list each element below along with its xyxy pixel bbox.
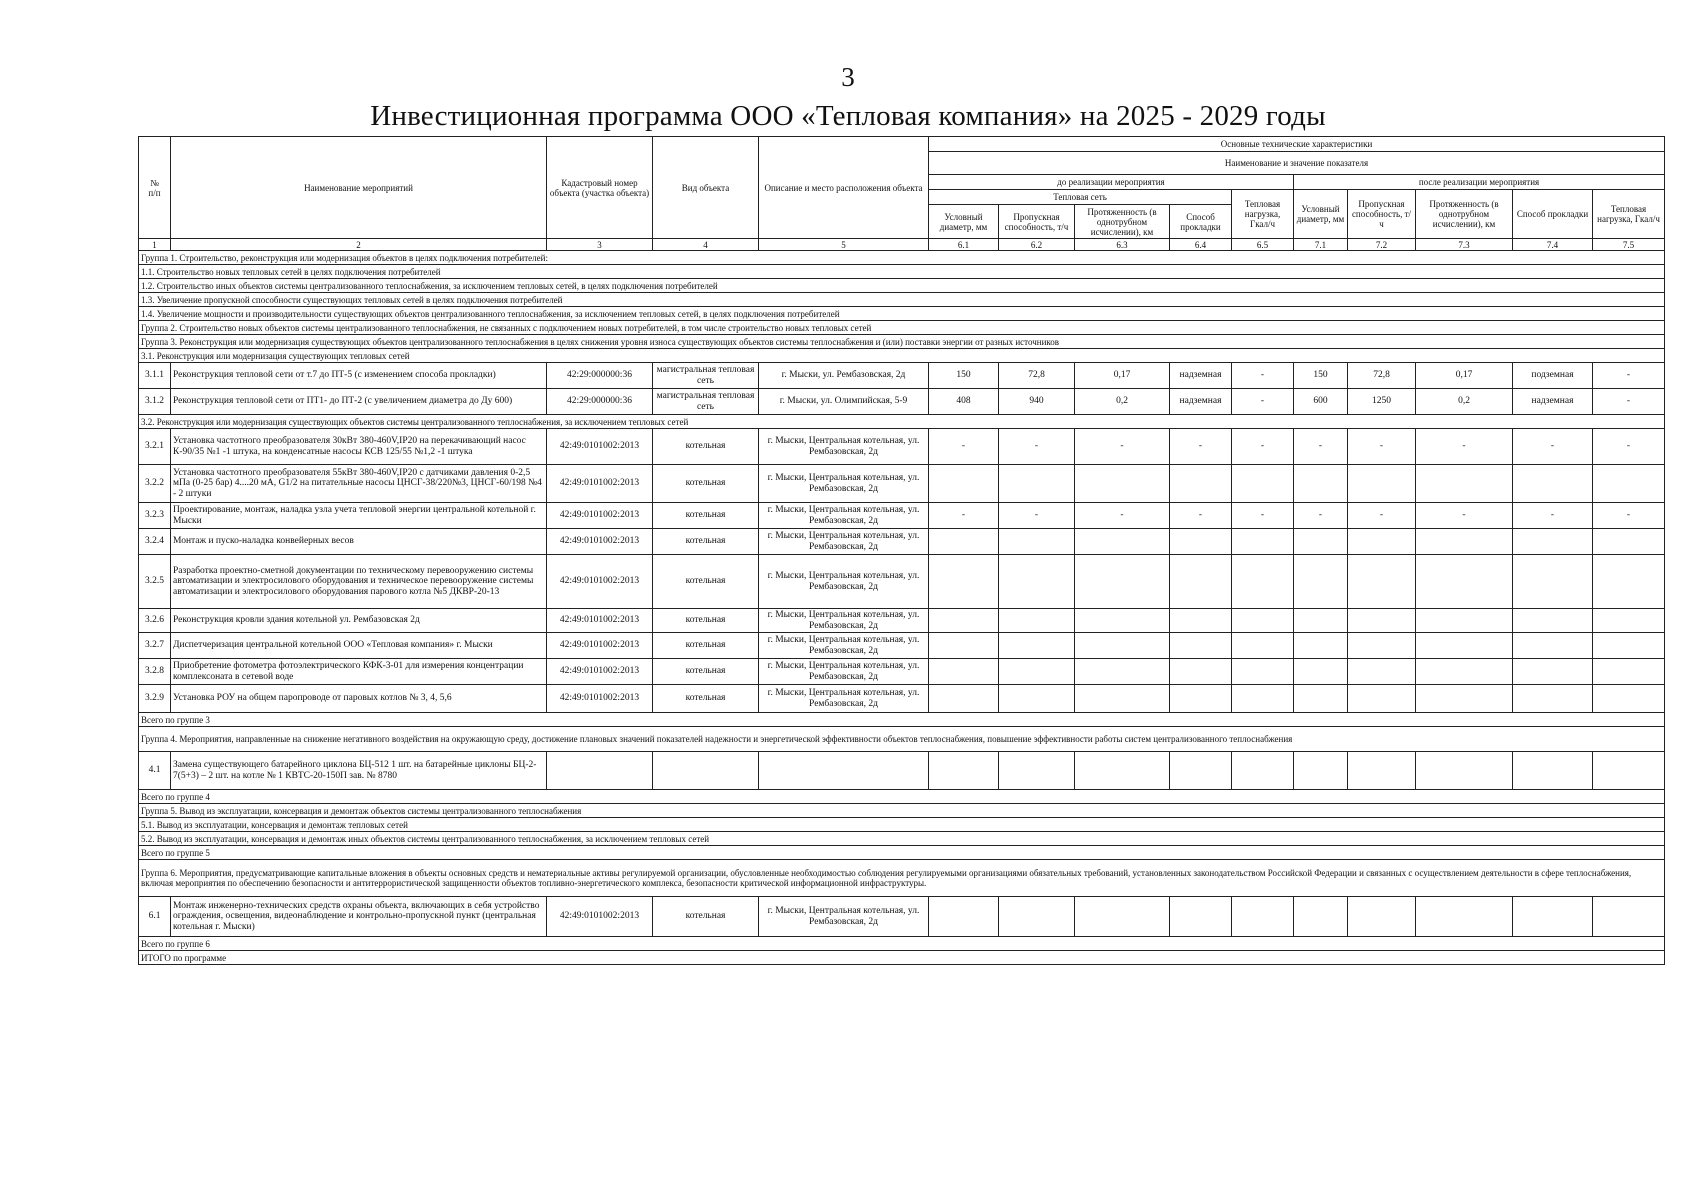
row-value [1170, 752, 1232, 790]
row-value [1170, 555, 1232, 609]
row-description: г. Мыски, Центральная котельная, ул. Рембазовская, 2д [759, 555, 929, 609]
row-value [1416, 685, 1513, 713]
row-cadastral: 42:49:0101002:2013 [547, 633, 653, 659]
row-value [999, 633, 1075, 659]
row-description: г. Мыски, Центральная котельная, ул. Рембазовская, 2д [759, 429, 929, 465]
section-title: Всего по группе 5 [139, 846, 1665, 860]
row-value: - [1513, 429, 1593, 465]
row-value: - [1232, 363, 1294, 389]
row-value [1170, 609, 1232, 633]
row-value: - [929, 429, 999, 465]
row-value [929, 685, 999, 713]
row-value [1593, 897, 1665, 937]
section-row [139, 832, 1665, 846]
header-tech: Основные технические характеристики [929, 137, 1665, 152]
column-number: 6.5 [1232, 239, 1294, 251]
row-value [1513, 633, 1593, 659]
section-title: Группа 6. Мероприятия, предусматривающие капитальные вложения в объекты основных средств и нематериальные активы регулируемой организации, обусловленные необходимостью соблюдения регулируемыми организациями обязательных требований, установленных законодательством Российской Федерации и связанных с осуществлением деятельности в сфере теплоснабжения, включая мероприятия по обеспечению безопасности и антитеррористической защищенности объектов топливно-энергетического комплекса, безопасности критической информационной инфраструктуры. [139, 860, 1665, 897]
header-after: после реализации мероприятия [1294, 175, 1665, 190]
table-row [139, 897, 1665, 937]
row-value [1593, 659, 1665, 685]
row-value: 408 [929, 389, 999, 415]
table-row [139, 363, 1665, 389]
column-number: 5 [759, 239, 929, 251]
row-value: 940 [999, 389, 1075, 415]
row-kind: котельная [653, 685, 759, 713]
row-value [1294, 659, 1348, 685]
row-value: - [1075, 503, 1170, 529]
column-number: 6.4 [1170, 239, 1232, 251]
row-value: 0,2 [1075, 389, 1170, 415]
row-value: - [1593, 503, 1665, 529]
row-description: г. Мыски, Центральная котельная, ул. Рембазовская, 2д [759, 609, 929, 633]
column-number: 6.3 [1075, 239, 1170, 251]
section-row [139, 415, 1665, 429]
row-value [1232, 609, 1294, 633]
section-title: 5.2. Вывод из эксплуатации, консервация и демонтаж иных объектов системы централизованного теплоснабжения, за исключением тепловых сетей [139, 832, 1665, 846]
row-name: Реконструкция тепловой сети от т.7 до ПТ-5 (с изменением способа прокладки) [171, 363, 547, 389]
row-kind: котельная [653, 529, 759, 555]
row-value [1075, 633, 1170, 659]
row-value [1075, 659, 1170, 685]
header-name: Наименование мероприятий [171, 137, 547, 239]
row-value: - [1513, 503, 1593, 529]
row-value [1075, 685, 1170, 713]
row-description: г. Мыски, Центральная котельная, ул. Рембазовская, 2д [759, 529, 929, 555]
header-heat-load-before: Тепловая нагрузка, Гкал/ч [1232, 190, 1294, 239]
header-cadastral: Кадастровый номер объекта (участка объекта) [547, 137, 653, 239]
section-title: Всего по группе 6 [139, 937, 1665, 951]
row-value [1416, 465, 1513, 503]
row-cadastral: 42:49:0101002:2013 [547, 555, 653, 609]
row-number: 3.2.3 [139, 503, 171, 529]
row-value [1294, 752, 1348, 790]
row-value [999, 752, 1075, 790]
row-value [1232, 529, 1294, 555]
row-value: - [1170, 429, 1232, 465]
row-number: 3.1.1 [139, 363, 171, 389]
row-value [929, 465, 999, 503]
row-description: г. Мыски, Центральная котельная, ул. Рембазовская, 2д [759, 503, 929, 529]
table-row [139, 609, 1665, 633]
row-value [1348, 555, 1416, 609]
row-value [999, 555, 1075, 609]
row-cadastral: 42:49:0101002:2013 [547, 429, 653, 465]
row-description: г. Мыски, Центральная котельная, ул. Рембазовская, 2д [759, 465, 929, 503]
row-name: Монтаж инженерно-технических средств охраны объекта, включающих в себя устройство ограждения, освещения, видеонаблюдение и контрольно-пропускной пункт (центральная котельная г. Мыски) [171, 897, 547, 937]
row-value [1348, 465, 1416, 503]
row-value [1416, 752, 1513, 790]
row-cadastral: 42:49:0101002:2013 [547, 465, 653, 503]
header-length-after: Протяженность (в однотрубном исчислении), км [1416, 190, 1513, 239]
row-value [1075, 752, 1170, 790]
header-heat-load-after: Тепловая нагрузка, Гкал/ч [1593, 190, 1665, 239]
row-value [929, 609, 999, 633]
row-value [1416, 633, 1513, 659]
row-kind: котельная [653, 897, 759, 937]
header-num: № п/п [139, 137, 171, 239]
column-number: 7.4 [1513, 239, 1593, 251]
section-title: 5.1. Вывод из эксплуатации, консервация и демонтаж тепловых сетей [139, 818, 1665, 832]
row-value [1348, 752, 1416, 790]
section-row [139, 804, 1665, 818]
row-value: - [929, 503, 999, 529]
row-name: Установка частотного преобразователя 55кВт 380-460V,IP20 с датчиками давления 0-2,5 мПа (0-25 бар) 4....20 мА, G1/2 на питательные насосы ЦНСГ-38/220№3, ЦНСГ-60/198 №4 - 2 штуки [171, 465, 547, 503]
row-cadastral: 42:49:0101002:2013 [547, 685, 653, 713]
section-row [139, 293, 1665, 307]
column-number: 6.2 [999, 239, 1075, 251]
header-indicator: Наименование и значение показателя [929, 152, 1665, 175]
row-value [1232, 465, 1294, 503]
row-number: 3.2.6 [139, 609, 171, 633]
page-title: Инвестиционная программа ООО «Тепловая компания» на 2025 - 2029 годы [370, 100, 1326, 132]
row-kind: котельная [653, 429, 759, 465]
section-row [139, 321, 1665, 335]
row-description: г. Мыски, ул. Рембазовская, 2д [759, 363, 929, 389]
row-number: 6.1 [139, 897, 171, 937]
row-number: 3.2.1 [139, 429, 171, 465]
section-title: 1.2. Строительство иных объектов системы централизованного теплоснабжения, за исключением тепловых сетей, в целях подключения потребителей [139, 279, 1665, 293]
header-length-before: Протяженность (в однотрубном исчислении), км [1075, 205, 1170, 239]
header-diameter-after: Условный диаметр, мм [1294, 190, 1348, 239]
row-value [1075, 609, 1170, 633]
row-value: 0,2 [1416, 389, 1513, 415]
row-value [1513, 752, 1593, 790]
row-number: 3.2.5 [139, 555, 171, 609]
row-kind: котельная [653, 659, 759, 685]
row-value [1348, 529, 1416, 555]
row-value: - [1348, 429, 1416, 465]
row-value [1075, 465, 1170, 503]
section-title: Всего по группе 4 [139, 790, 1665, 804]
row-cadastral: 42:29:000000:36 [547, 363, 653, 389]
section-title: Группа 1. Строительство, реконструкция или модернизация объектов в целях подключения потребителей: [139, 251, 1665, 265]
row-value: - [1593, 363, 1665, 389]
row-kind: котельная [653, 503, 759, 529]
row-value: - [1348, 503, 1416, 529]
table-row [139, 659, 1665, 685]
column-number: 7.1 [1294, 239, 1348, 251]
row-name: Установка частотного преобразователя 30кВт 380-460V,IP20 на перекачивающий насос К-90/35 №1 -1 штука, на конденсатные насосы КСВ 125/55 №1,2 -1 штука [171, 429, 547, 465]
row-name: Проектирование, монтаж, наладка узла учета тепловой энергии центральной котельной г. Мыски [171, 503, 547, 529]
header-laying-after: Способ прокладки [1513, 190, 1593, 239]
column-number: 7.2 [1348, 239, 1416, 251]
row-value: - [1232, 429, 1294, 465]
row-value [999, 659, 1075, 685]
row-value [1593, 555, 1665, 609]
row-value: - [1416, 429, 1513, 465]
row-number: 3.2.8 [139, 659, 171, 685]
row-value [1075, 555, 1170, 609]
section-row [139, 713, 1665, 727]
header-kind: Вид объекта [653, 137, 759, 239]
row-value [999, 609, 1075, 633]
row-name: Реконструкция кровли здания котельной ул. Рембазовская 2д [171, 609, 547, 633]
row-cadastral: 42:49:0101002:2013 [547, 503, 653, 529]
row-value: - [1232, 503, 1294, 529]
table-row [139, 633, 1665, 659]
row-value [1170, 685, 1232, 713]
section-row [139, 307, 1665, 321]
column-number: 6.1 [929, 239, 999, 251]
row-value [999, 529, 1075, 555]
section-title: Всего по группе 3 [139, 713, 1665, 727]
row-value: - [1294, 429, 1348, 465]
row-value: 0,17 [1075, 363, 1170, 389]
row-value: - [1416, 503, 1513, 529]
row-value [929, 897, 999, 937]
row-value: надземная [1170, 389, 1232, 415]
row-value: - [999, 429, 1075, 465]
section-title: 3.1. Реконструкция или модернизация существующих тепловых сетей [139, 349, 1665, 363]
row-value [1294, 465, 1348, 503]
row-value [1294, 609, 1348, 633]
row-value [1348, 659, 1416, 685]
table-body [139, 251, 1665, 965]
row-value [1593, 752, 1665, 790]
investment-program-table [138, 136, 1665, 965]
table-row [139, 685, 1665, 713]
header-diameter-before: Условный диаметр, мм [929, 205, 999, 239]
table-row [139, 429, 1665, 465]
row-value [1513, 659, 1593, 685]
investment-table-container [138, 136, 1664, 965]
row-value [1416, 529, 1513, 555]
row-value [1593, 465, 1665, 503]
row-value [929, 659, 999, 685]
section-title: 1.4. Увеличение мощности и производительности существующих объектов централизованного теплоснабжения, за исключением тепловых сетей, в целях подключения потребителей [139, 307, 1665, 321]
row-number: 3.2.7 [139, 633, 171, 659]
row-kind: котельная [653, 465, 759, 503]
section-row [139, 951, 1665, 965]
row-number: 4.1 [139, 752, 171, 790]
row-value [1294, 897, 1348, 937]
section-row [139, 818, 1665, 832]
row-value [1416, 609, 1513, 633]
row-value: надземная [1170, 363, 1232, 389]
row-value [1232, 659, 1294, 685]
row-description: г. Мыски, Центральная котельная, ул. Рембазовская, 2д [759, 633, 929, 659]
section-title: Группа 2. Строительство новых объектов системы централизованного теплоснабжения, не связанных с подключением новых потребителей, в том числе строительство новых тепловых сетей [139, 321, 1665, 335]
row-value [1416, 555, 1513, 609]
row-name: Приобретение фотометра фотоэлектрического КФК-3-01 для измерения концентрации комплексоната в сетевой воде [171, 659, 547, 685]
row-value [1294, 633, 1348, 659]
section-title: 1.3. Увеличение пропускной способности существующих тепловых сетей в целях подключения потребителей [139, 293, 1665, 307]
row-name: Монтаж и пуско-наладка конвейерных весов [171, 529, 547, 555]
row-value: 150 [1294, 363, 1348, 389]
row-value [999, 465, 1075, 503]
header-throughput-before: Пропускная способность, т/ч [999, 205, 1075, 239]
section-title: Группа 3. Реконструкция или модернизация существующих объектов централизованного теплоснабжения в целях снижения уровня износа существующих объектов системы теплоснабжения и (или) поставки энергии от разных источников [139, 335, 1665, 349]
row-number: 3.2.4 [139, 529, 171, 555]
row-value [1170, 659, 1232, 685]
row-value [1348, 633, 1416, 659]
column-number: 3 [547, 239, 653, 251]
row-value [929, 633, 999, 659]
section-row [139, 349, 1665, 363]
row-value [1348, 609, 1416, 633]
row-value: - [1593, 429, 1665, 465]
section-title: Группа 5. Вывод из эксплуатации, консервация и демонтаж объектов системы централизованного теплоснабжения [139, 804, 1665, 818]
row-value [1232, 555, 1294, 609]
row-value [1075, 529, 1170, 555]
row-value: надземная [1513, 389, 1593, 415]
row-number: 3.2.2 [139, 465, 171, 503]
row-cadastral [547, 752, 653, 790]
row-cadastral: 42:49:0101002:2013 [547, 609, 653, 633]
header-laying-before: Способ прокладки [1170, 205, 1232, 239]
row-name: Реконструкция тепловой сети от ПТ1- до ПТ-2 (с увеличением диаметра до Ду 600) [171, 389, 547, 415]
row-value [1170, 633, 1232, 659]
row-value [1232, 685, 1294, 713]
section-row [139, 251, 1665, 265]
section-row [139, 790, 1665, 804]
row-cadastral: 42:49:0101002:2013 [547, 659, 653, 685]
row-value: - [1294, 503, 1348, 529]
section-row [139, 279, 1665, 293]
row-value [1513, 465, 1593, 503]
row-value [1416, 659, 1513, 685]
row-value: 1250 [1348, 389, 1416, 415]
row-value: 72,8 [999, 363, 1075, 389]
row-value [1593, 529, 1665, 555]
row-name: Диспетчеризация центральной котельной ООО «Тепловая компания» г. Мыски [171, 633, 547, 659]
page-number: 3 [841, 62, 855, 92]
row-value [1513, 555, 1593, 609]
row-value: 0,17 [1416, 363, 1513, 389]
row-value [929, 752, 999, 790]
row-value [1513, 897, 1593, 937]
section-title: Группа 4. Мероприятия, направленные на снижение негативного воздействия на окружающую среду, достижение плановых значений показателей надежности и энергетической эффективности объектов теплоснабжения, повышение эффективности работы систем централизованного теплоснабжения [139, 727, 1665, 752]
section-row [139, 846, 1665, 860]
section-title: ИТОГО по программе [139, 951, 1665, 965]
section-row [139, 335, 1665, 349]
row-value: 600 [1294, 389, 1348, 415]
header-before: до реализации мероприятия [929, 175, 1294, 190]
row-value: - [999, 503, 1075, 529]
row-value [1170, 529, 1232, 555]
row-number: 3.1.2 [139, 389, 171, 415]
row-value [1513, 685, 1593, 713]
row-description [759, 752, 929, 790]
row-value [1294, 685, 1348, 713]
table-row [139, 503, 1665, 529]
row-value: 150 [929, 363, 999, 389]
row-description: г. Мыски, Центральная котельная, ул. Рембазовская, 2д [759, 659, 929, 685]
row-kind: магистральная тепловая сеть [653, 389, 759, 415]
row-value [1513, 609, 1593, 633]
row-description: г. Мыски, Центральная котельная, ул. Рембазовская, 2д [759, 897, 929, 937]
row-value [1170, 465, 1232, 503]
row-value: подземная [1513, 363, 1593, 389]
row-value: - [1232, 389, 1294, 415]
row-value [929, 555, 999, 609]
row-kind [653, 752, 759, 790]
row-cadastral: 42:49:0101002:2013 [547, 897, 653, 937]
row-kind: котельная [653, 633, 759, 659]
section-row [139, 937, 1665, 951]
row-value [1075, 897, 1170, 937]
row-name: Установка РОУ на общем паропроводе от паровых котлов № 3, 4, 5,6 [171, 685, 547, 713]
table-row [139, 389, 1665, 415]
section-row [139, 860, 1665, 897]
column-numbers-row [139, 239, 1665, 251]
row-value [929, 529, 999, 555]
header-network: Тепловая сеть [929, 190, 1232, 205]
row-cadastral: 42:29:000000:36 [547, 389, 653, 415]
row-description: г. Мыски, Центральная котельная, ул. Рембазовская, 2д [759, 685, 929, 713]
column-number: 7.5 [1593, 239, 1665, 251]
row-value: 72,8 [1348, 363, 1416, 389]
row-value: - [1170, 503, 1232, 529]
column-number: 2 [171, 239, 547, 251]
row-value [1232, 897, 1294, 937]
row-value [1232, 633, 1294, 659]
row-value [1170, 897, 1232, 937]
row-value: - [1593, 389, 1665, 415]
table-row [139, 465, 1665, 503]
row-value [1593, 633, 1665, 659]
row-value [1348, 897, 1416, 937]
row-value [1294, 555, 1348, 609]
header-throughput-after: Пропускная способность, т/ч [1348, 190, 1416, 239]
section-title: 1.1. Строительство новых тепловых сетей в целях подключения потребителей [139, 265, 1665, 279]
table-row [139, 529, 1665, 555]
row-value: - [1075, 429, 1170, 465]
row-kind: котельная [653, 555, 759, 609]
column-number: 4 [653, 239, 759, 251]
column-number: 1 [139, 239, 171, 251]
row-value [1513, 529, 1593, 555]
row-name: Замена существующего батарейного циклона БЦ-512 1 шт. на батарейные циклоны БЦ-2-7(5+3) – 2 шт. на котле № 1 КВТС-20-150П зав. № 8780 [171, 752, 547, 790]
row-value [1416, 897, 1513, 937]
header-desc: Описание и место расположения объекта [759, 137, 929, 239]
row-value [1593, 609, 1665, 633]
row-name: Разработка проектно-сметной документации по техническому перевооружению системы автоматизации и электросилового оборудования и техническое перевооружение системы автоматизации и электросилового оборудования парового котла №5 ДКВР-20-13 [171, 555, 547, 609]
row-value [999, 897, 1075, 937]
row-value [1232, 752, 1294, 790]
column-number: 7.3 [1416, 239, 1513, 251]
section-row [139, 727, 1665, 752]
row-value [999, 685, 1075, 713]
row-number: 3.2.9 [139, 685, 171, 713]
row-kind: магистральная тепловая сеть [653, 363, 759, 389]
table-row [139, 555, 1665, 609]
section-title: 3.2. Реконструкция или модернизация существующих объектов системы централизованного теплоснабжения, за исключением тепловых сетей [139, 415, 1665, 429]
row-value [1348, 685, 1416, 713]
row-kind: котельная [653, 609, 759, 633]
row-value [1593, 685, 1665, 713]
row-cadastral: 42:49:0101002:2013 [547, 529, 653, 555]
row-value [1294, 529, 1348, 555]
table-row [139, 752, 1665, 790]
section-row [139, 265, 1665, 279]
row-description: г. Мыски, ул. Олимпийская, 5-9 [759, 389, 929, 415]
